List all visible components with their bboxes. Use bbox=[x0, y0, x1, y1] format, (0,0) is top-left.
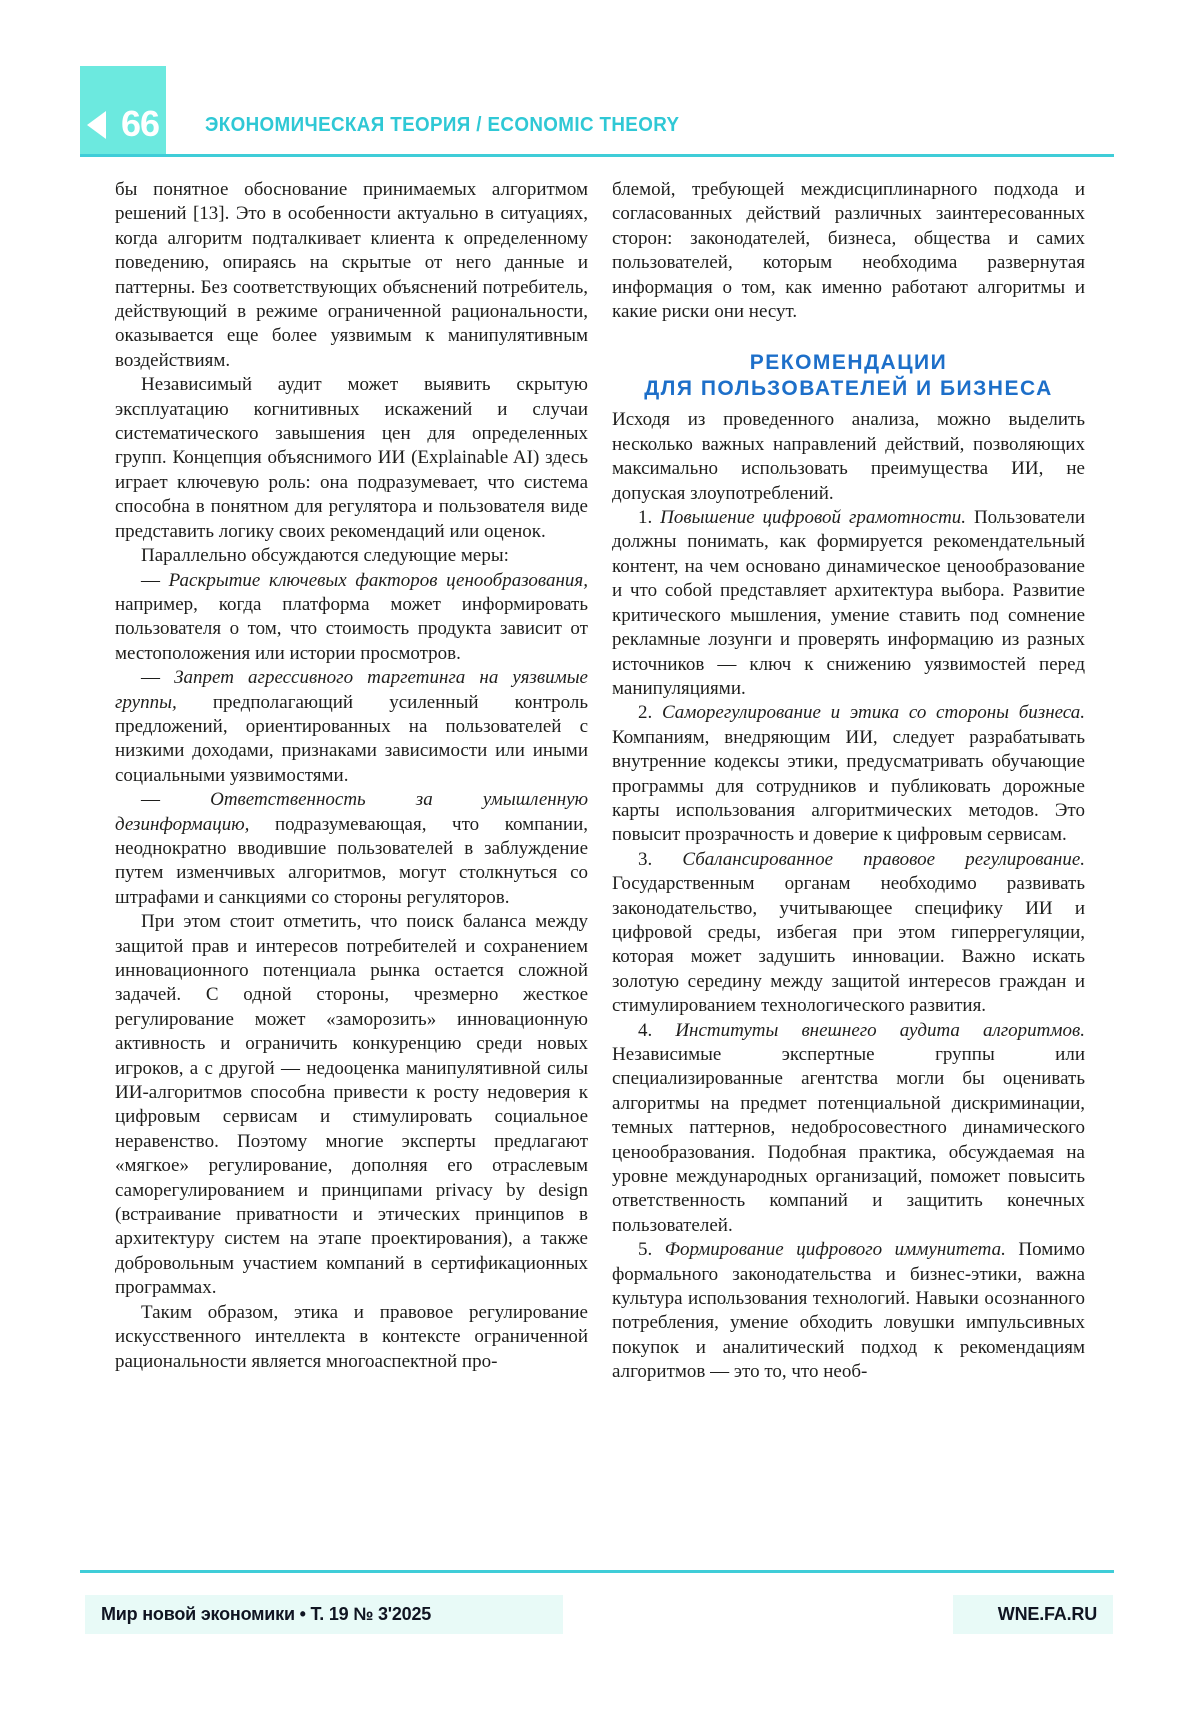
footer-journal-info: Мир новой экономики • Т. 19 № 3'2025 bbox=[85, 1595, 563, 1634]
text-segment: При этом стоит отметить, что поиск баланса между защитой прав и интересов потребителей и сохранением инновационного потенциала рынка остается сложной задачей. С одной стороны, чрезмерно жесткое регулирование может «заморозить» инновационную активность и ограничить конкуренцию среди новых игроков, а с другой — недооценка манипулятивной силы ИИ-алгоритмов способна привести к росту недоверия к цифровым сервисам и стимулировать социальное неравенство. Поэтому многие эксперты предлагают «мягкое» регулирование, дополняя его отраслевым саморегулированием и принципами privacy by design (встраивание приватности и этических принципов в архитектуру систем на этапе проектирования), а также добровольным участием компаний в сертификационных программах. bbox=[115, 911, 588, 1299]
text-segment: блемой, требующей междисциплинарного подхода и согласованных действий различных заинтересованных сторон: законодателей, бизнеса, общества и самих пользователей, которым необходима развернутая информация о том, как именно работают алгоритмы и какие риски они несут. bbox=[612, 179, 1085, 323]
page-number-badge bbox=[80, 66, 166, 155]
section-title: ЭКОНОМИЧЕСКАЯ ТЕОРИЯ / ECONOMIC THEORY bbox=[205, 114, 680, 136]
body-paragraph bbox=[115, 178, 588, 373]
body-paragraph bbox=[115, 910, 588, 1301]
body-paragraph bbox=[612, 1019, 1085, 1239]
italic-text-segment: Раскрытие ключевых факторов ценообразования, bbox=[168, 569, 588, 591]
body-paragraph bbox=[115, 373, 588, 544]
italic-text-segment: Сбалансированное правовое регулирование. bbox=[682, 848, 1086, 870]
body-paragraph bbox=[612, 701, 1085, 847]
body-paragraph bbox=[612, 408, 1085, 506]
italic-text-segment: Ответственность за умышленную дезинформацию, bbox=[115, 789, 588, 835]
body-paragraph bbox=[115, 569, 588, 667]
footer-website-link[interactable]: WNE.FA.RU bbox=[953, 1595, 1113, 1634]
text-segment: 4. bbox=[638, 1019, 676, 1041]
text-segment: Независимый аудит может выявить скрытую эксплуатацию когнитивных искажений и случаи систематического завышения цен для определенных групп. Концепция объяснимого ИИ (Explainable AI) здесь играет ключевую роль: она подразумевает, что система способна в понятном для регулятора и пользователя виде представить логику своих рекомендаций или оценок. bbox=[115, 374, 588, 542]
body-paragraph bbox=[115, 788, 588, 910]
text-segment: Пользователи должны понимать, как формируется рекомендательный контент, на чем основано динамическое ценообразование и что собой представляет архитектура выбора. Развитие критического мышления, умение ставить под сомнение рекламные лозунги и проверять информацию из разных источников — ключ к снижению уязвимостей перед манипуляциями. bbox=[612, 507, 1086, 699]
text-segment: 2. bbox=[638, 702, 662, 724]
text-segment: — bbox=[141, 667, 175, 689]
italic-text-segment: Институты внешнего аудита алгоритмов. bbox=[675, 1019, 1086, 1041]
body-paragraph bbox=[612, 1238, 1085, 1384]
text-segment: подразумевающая, что компании, неоднократно вводившие пользователей в заблуждение путем изменчивых алгоритмов, могут столкнуться со штрафами и санкциями со стороны регуляторов. bbox=[115, 813, 588, 908]
text-segment: 5. bbox=[638, 1239, 665, 1261]
text-segment: Государственным органам необходимо развивать законодательство, учитывающее специфику ИИ и цифровой среды, избегая при этом гиперрегуляции, которая может задушить инновации. Важно искать золотую середину между защитой интересов граждан и стимулированием технологического развития. bbox=[612, 873, 1085, 1017]
body-paragraph bbox=[612, 506, 1085, 701]
italic-text-segment: Запрет агрессивного таргетинга на уязвимые группы, bbox=[115, 667, 588, 713]
right-column bbox=[612, 178, 1085, 1385]
back-arrow-icon bbox=[87, 111, 106, 139]
body-paragraph bbox=[115, 1301, 588, 1374]
footer-divider bbox=[80, 1570, 1114, 1573]
text-segment: Параллельно обсуждаются следующие меры: bbox=[141, 545, 509, 567]
text-segment: Таким образом, этика и правовое регулирование искусственного интеллекта в контексте ограниченной рациональности является многоаспектной про- bbox=[115, 1301, 588, 1372]
header-divider bbox=[80, 154, 1114, 157]
text-segment: — bbox=[141, 569, 169, 591]
article-body bbox=[115, 178, 1085, 1385]
text-segment: Независимые экспертные группы или специализированные агентства могли бы оценивать алгоритмы на предмет потенциальной дискриминации, темных паттернов, недобросовестного динамического ценообразования. Подобная практика, обсуждаемая на уровне международных организаций, поможет повысить ответственность компаний и защитить конечных пользователей. bbox=[612, 1044, 1085, 1236]
text-segment: Помимо формального законодательства и бизнес-этики, важна культура использования технологий. Навыки осознанного потребления, умение обходить ловушки импульсивных покупок и аналитический подход к рекомендациям алгоритмов — это то, что необ- bbox=[612, 1239, 1085, 1383]
page-number: 66 bbox=[120, 103, 160, 144]
body-paragraph bbox=[612, 848, 1085, 1019]
body-paragraph bbox=[115, 544, 588, 568]
text-segment: 3. bbox=[638, 848, 683, 870]
body-paragraph bbox=[612, 178, 1085, 324]
text-segment: 1. bbox=[638, 507, 661, 529]
text-segment: Компаниям, внедряющим ИИ, следует разрабатывать внутренние кодексы этики, предусматривать обучающие программы для сотрудников и публиковать дорожные карты использования алгоритмических методов. Это повысит прозрачность и доверие к цифровым сервисам. bbox=[612, 726, 1085, 846]
text-segment: Исходя из проведенного анализа, можно выделить несколько важных направлений действий, позволяющих максимально использовать преимущества ИИ, не допуская злоупотреблений. bbox=[612, 409, 1085, 504]
text-segment: бы понятное обоснование принимаемых алгоритмом решений [13]. Это в особенности актуально в ситуациях, когда алгоритм подталкивает клиента к определенному поведению, опираясь на скрытые от него данные и паттерны. Без соответствующих объяснений потребитель, действующий в режиме ограниченной рациональности, оказывается еще более уязвимым к манипулятивным воздействиям. bbox=[115, 179, 588, 371]
italic-text-segment: Саморегулирование и этика со стороны бизнеса. bbox=[661, 702, 1086, 724]
italic-text-segment: Повышение цифровой грамотности. bbox=[660, 507, 967, 529]
italic-text-segment: Формирование цифрового иммунитета. bbox=[664, 1239, 1006, 1261]
text-segment: — bbox=[141, 789, 211, 811]
left-column bbox=[115, 178, 588, 1385]
recommendations-heading: РЕКОМЕНДАЦИИ ДЛЯ ПОЛЬЗОВАТЕЛЕЙ И БИЗНЕСА bbox=[644, 351, 1053, 401]
text-segment: например, когда платформа может информировать пользователя о том, что стоимость продукта зависит от местоположения или истории просмотров. bbox=[115, 593, 588, 664]
body-paragraph bbox=[115, 666, 588, 788]
text-segment: предполагающий усиленный контроль предложений, ориентированных на пользователей с низкими доходами, признаками зависимости или иными социальными уязвимостями. bbox=[115, 691, 588, 786]
